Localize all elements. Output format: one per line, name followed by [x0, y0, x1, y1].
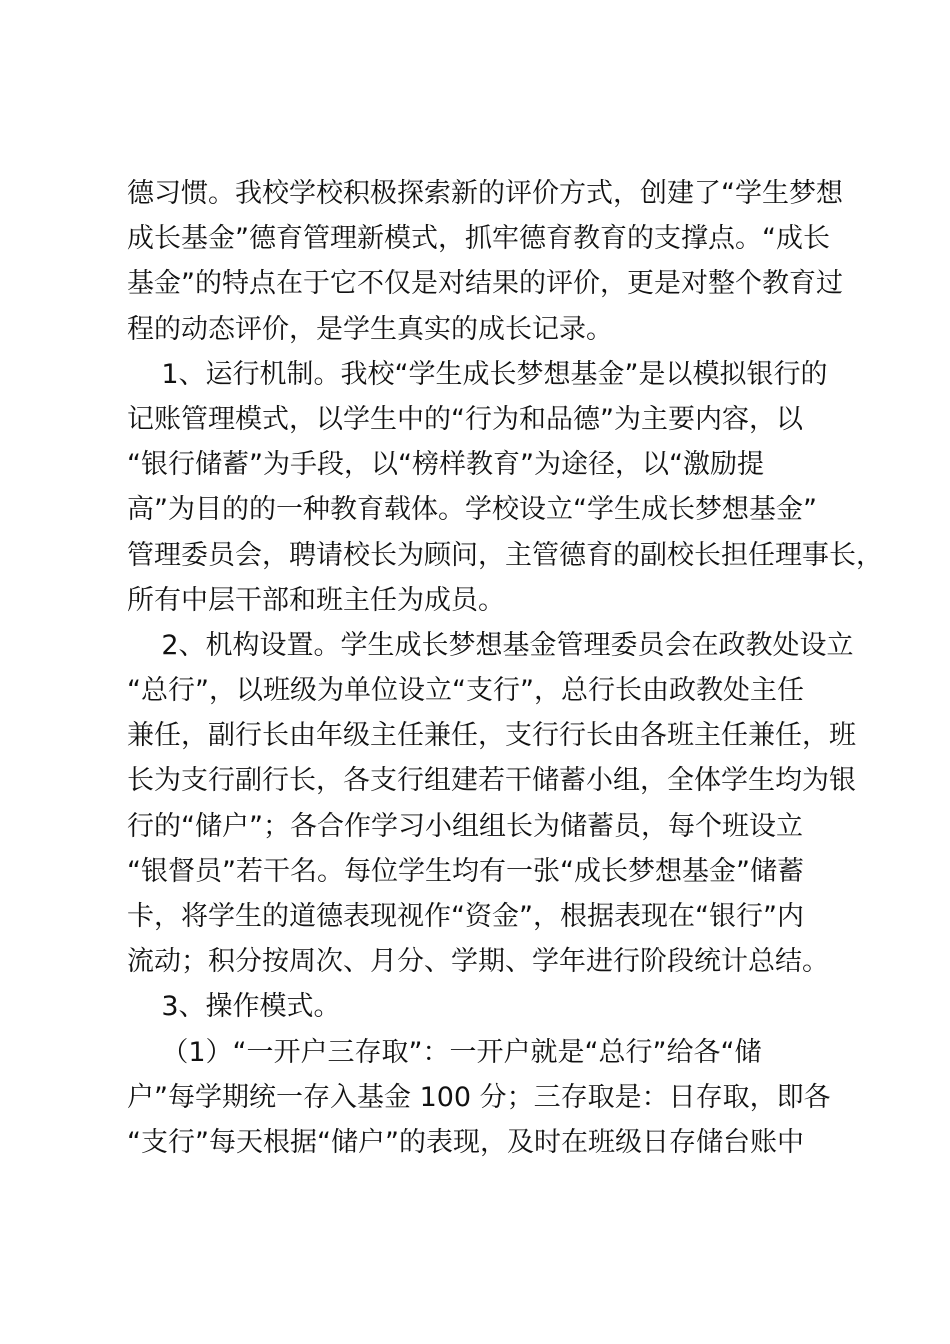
text-line: 基金”的特点在于它不仅是对结果的评价，更是对整个教育过 — [127, 268, 843, 300]
text-line: 行的“储户”；各合作学习小组组长为储蓄员，每个班设立 — [127, 810, 803, 842]
text-line: 高”为目的的一种教育载体。学校设立“学生成长梦想基金” — [127, 494, 817, 526]
text-line: “银督员”若干名。每位学生均有一张“成长梦想基金”储蓄 — [127, 855, 804, 887]
text-line: 卡，将学生的道德表现视作“资金”，根据表现在“银行”内 — [127, 901, 804, 932]
text-line: 流动；积分按周次、月分、学期、学年进行阶段统计总结。 — [127, 946, 829, 978]
text-line: 兼任，副行长由年级主任兼任，支行行长由各班主任兼任，班 — [127, 720, 856, 752]
document-body — [127, 171, 883, 1165]
text-line: “支行”每天根据“储户”的表现，及时在班级日存储台账中 — [127, 1126, 804, 1158]
text-line: 记账管理模式，以学生中的“行为和品德”为主要内容，以 — [127, 403, 803, 435]
text-line: “总行”，以班级为单位设立“支行”，总行长由政教处主任 — [127, 675, 804, 707]
text-line: （1）“一开户三存取”：一开户就是“总行”给各“储 — [127, 1036, 762, 1068]
text-line: 户”每学期统一存入基金 100 分；三存取是：日存取，即各 — [127, 1081, 831, 1113]
text-line: 程的动态评价，是学生真实的成长记录。 — [127, 313, 613, 345]
text-line: 长为支行副行长，各支行组建若干储蓄小组，全体学生均为银 — [127, 765, 856, 797]
text-line: 1、运行机制。我校“学生成长梦想基金”是以模拟银行的 — [127, 358, 828, 390]
text-line: 德习惯。我校学校积极探索新的评价方式，创建了“学生梦想 — [127, 178, 843, 209]
text-line: 2、机构设置。学生成长梦想基金管理委员会在政教处设立 — [127, 629, 854, 661]
text-line: 成长基金”德育管理新模式，抓牢德育教育的支撑点。“成长 — [127, 223, 830, 255]
text-line: “银行储蓄”为手段，以“榜样教育”为途径，以“激励提 — [127, 449, 764, 481]
text-line: 管理委员会，聘请校长为顾问，主管德育的副校长担任理事长， — [127, 539, 883, 571]
text-line: 所有中层干部和班主任为成员。 — [127, 584, 505, 616]
text-line: 3、操作模式。 — [127, 991, 341, 1023]
